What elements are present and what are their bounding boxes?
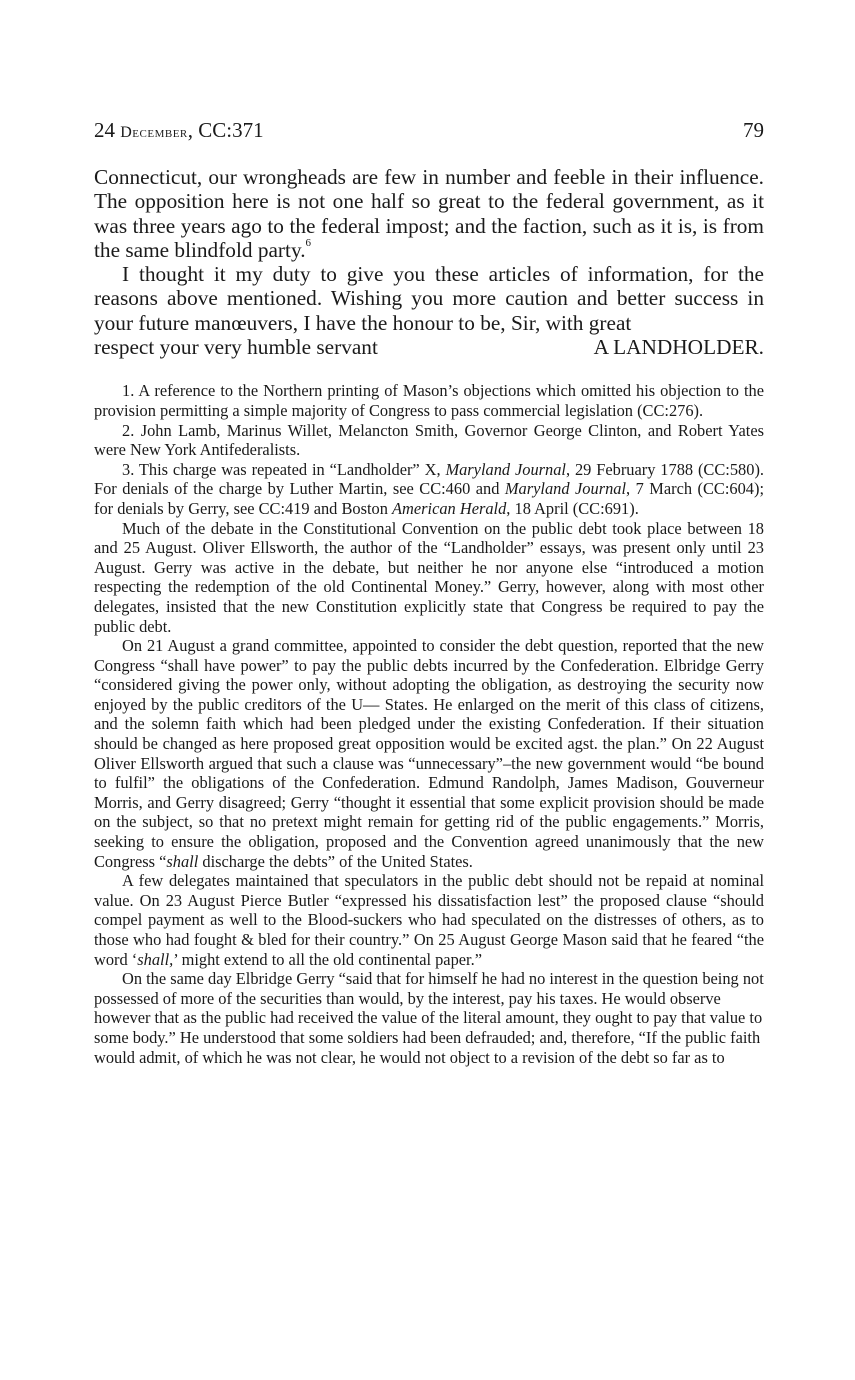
endnote: 3. This charge was repeated in “Landholder” X, Maryland Journal, 29 February 1788 (CC:580). For denials of the charge by Luther Martin, see CC:460 and Maryland Journal, 7 March (CC:604); for denials by Gerry, see CC:419 and Boston American Herald, 18 April (CC:691).: [94, 459, 764, 518]
endnote-paragraph: On the same day Elbridge Gerry “said that for himself he had no interest in the question being not possessed of more of the securities than would, by the interest, pay his taxes. He would observe however that as the public had received the value of the literal amount, they ought to pay that value to some body.” He understood that some soldiers had been defrauded; and, therefore, “If the public faith would admit, of which he was not clear, he would not object to a revision of the debt so far as to: [94, 969, 764, 1067]
running-head: [94, 118, 764, 143]
endnote-paragraph: On 21 August a grand committee, appointed to consider the debt question, reported that the new Congress “shall have power” to pay the public debts incurred by the Confederation. Elbridge Gerry “considered giving the power only, without adopting the obligation, as destroying the security now enjoyed by the public creditors of the U— States. He enlarged on the merit of this class of citizens, and the solemn faith which had been pledged under the existing Confederation. If their situation should be changed as here proposed great opposition would be excited agst. the plan.” On 22 August Oliver Ellsworth argued that such a clause was “unnecessary”–the new government would “be bound to fulfil” the obligations of the Confederation. Edmund Randolph, James Madison, Gouverneur Morris, and Gerry disagreed; Gerry “thought it essential that some explicit provision should be made on the subject, so that no pretext might remain for getting rid of the public engagements.” Morris, seeking to ensure the obligation, proposed and the Convention agreed unanimously that the new Congress “shall discharge the debts” of the United States.: [94, 636, 764, 871]
running-head-date: 24 December, CC:371: [94, 118, 264, 142]
closing-text: respect your very humble servant: [94, 335, 378, 360]
body-paragraph: I thought it my duty to give you these articles of information, for the reasons above mentioned. Wishing you more caution and better success in your future manœuvers, I have the honour to be, Sir, with great: [94, 262, 764, 335]
endnote-paragraph: A few delegates maintained that speculators in the public debt should not be repaid at nominal value. On 23 August Pierce Butler “expressed his dissatisfaction lest” the proposed clause “should compel payment as well to the Blood-suckers who had speculated on the distresses of others, as to those who had fought & bled for their country.” On 25 August George Mason said that he feared “the word ‘shall,’ might extend to all the old continental paper.”: [94, 871, 764, 969]
running-head-month: December: [120, 124, 188, 141]
document-page: [94, 118, 764, 1067]
endnotes: [94, 381, 764, 1067]
signature: A LANDHOLDER.: [593, 335, 764, 360]
body-paragraph: Connecticut, our wrongheads are few in number and feeble in their influence. The opposition here is not one half so great to the federal government, as it was three years ago to the federal impost; and the faction, such as it is, is from the same blindfold party.$^6$: [94, 165, 764, 262]
letter-body: [94, 165, 764, 359]
page-number: 79: [743, 118, 764, 142]
endnote: 1. A reference to the Northern printing of Mason’s objections which omitted his objection to the provision permitting a simple majority of Congress to pass commercial legislation (CC:276).: [94, 381, 764, 420]
endnote: 2. John Lamb, Marinus Willet, Melancton Smith, Governor George Clinton, and Robert Yates were New York Antifederalists.: [94, 420, 764, 460]
closing-line: [94, 335, 764, 359]
footnote-reference: 6: [305, 236, 312, 249]
endnote-paragraph: Much of the debate in the Constitutional Convention on the public debt took place between 18 and 25 August. Oliver Ellsworth, the author of the “Landholder” essays, was present only until 23 August. Gerry was active in the debate, but neither he nor anyone else “introduced a motion respecting the redemption of the old Continental Money.” Gerry, however, along with most other delegates, insisted that the new Constitution explicitly state that Congress be required to pay the public debt.: [94, 518, 764, 636]
